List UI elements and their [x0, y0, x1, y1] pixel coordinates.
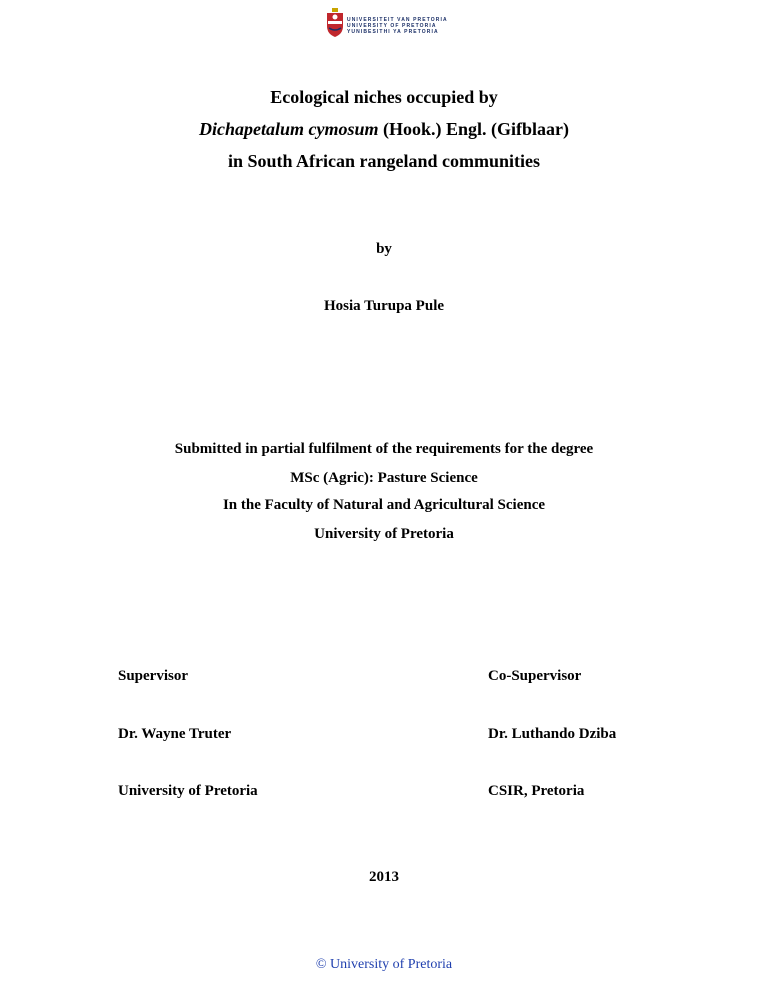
copyright-footer: © University of Pretoria: [315, 957, 453, 972]
by-label: by: [376, 241, 392, 257]
title-line-1: Ecological niches occupied by: [270, 87, 498, 107]
cosupervisor-affiliation: CSIR, Pretoria: [488, 783, 585, 799]
logo-line-sepedi: YUNIBESITHI YA PRETORIA: [347, 29, 439, 35]
logo-wordmark: [347, 17, 448, 35]
submission-statement: Submitted in partial fulfilment of the requirements for the degree: [174, 441, 594, 457]
logo-line-afrikaans: UNIVERSITEIT VAN PRETORIA: [347, 17, 448, 23]
species-authority: (Hook.) Engl. (Gifblaar): [378, 119, 569, 139]
submission-year: 2013: [369, 869, 399, 885]
cosupervisor-name: Dr. Luthando Dziba: [488, 726, 617, 742]
university: University of Pretoria: [314, 526, 454, 542]
supervisor-label: Supervisor: [118, 668, 189, 684]
crest-icon: [325, 8, 345, 38]
degree: MSc (Agric): Pasture Science: [290, 470, 478, 486]
species-name: Dichapetalum cymosum: [198, 119, 379, 139]
title-line-3: in South African rangeland communities: [227, 151, 541, 171]
university-logo: [325, 8, 448, 40]
author-name: Hosia Turupa Pule: [323, 298, 445, 314]
supervisor-name: Dr. Wayne Truter: [118, 726, 232, 742]
supervisor-affiliation: University of Pretoria: [118, 783, 258, 799]
title-line-2: [0, 119, 768, 140]
cosupervisor-label: Co-Supervisor: [488, 668, 582, 684]
faculty: In the Faculty of Natural and Agricultural Science: [222, 497, 546, 513]
logo-line-english: UNIVERSITY OF PRETORIA: [347, 23, 437, 29]
